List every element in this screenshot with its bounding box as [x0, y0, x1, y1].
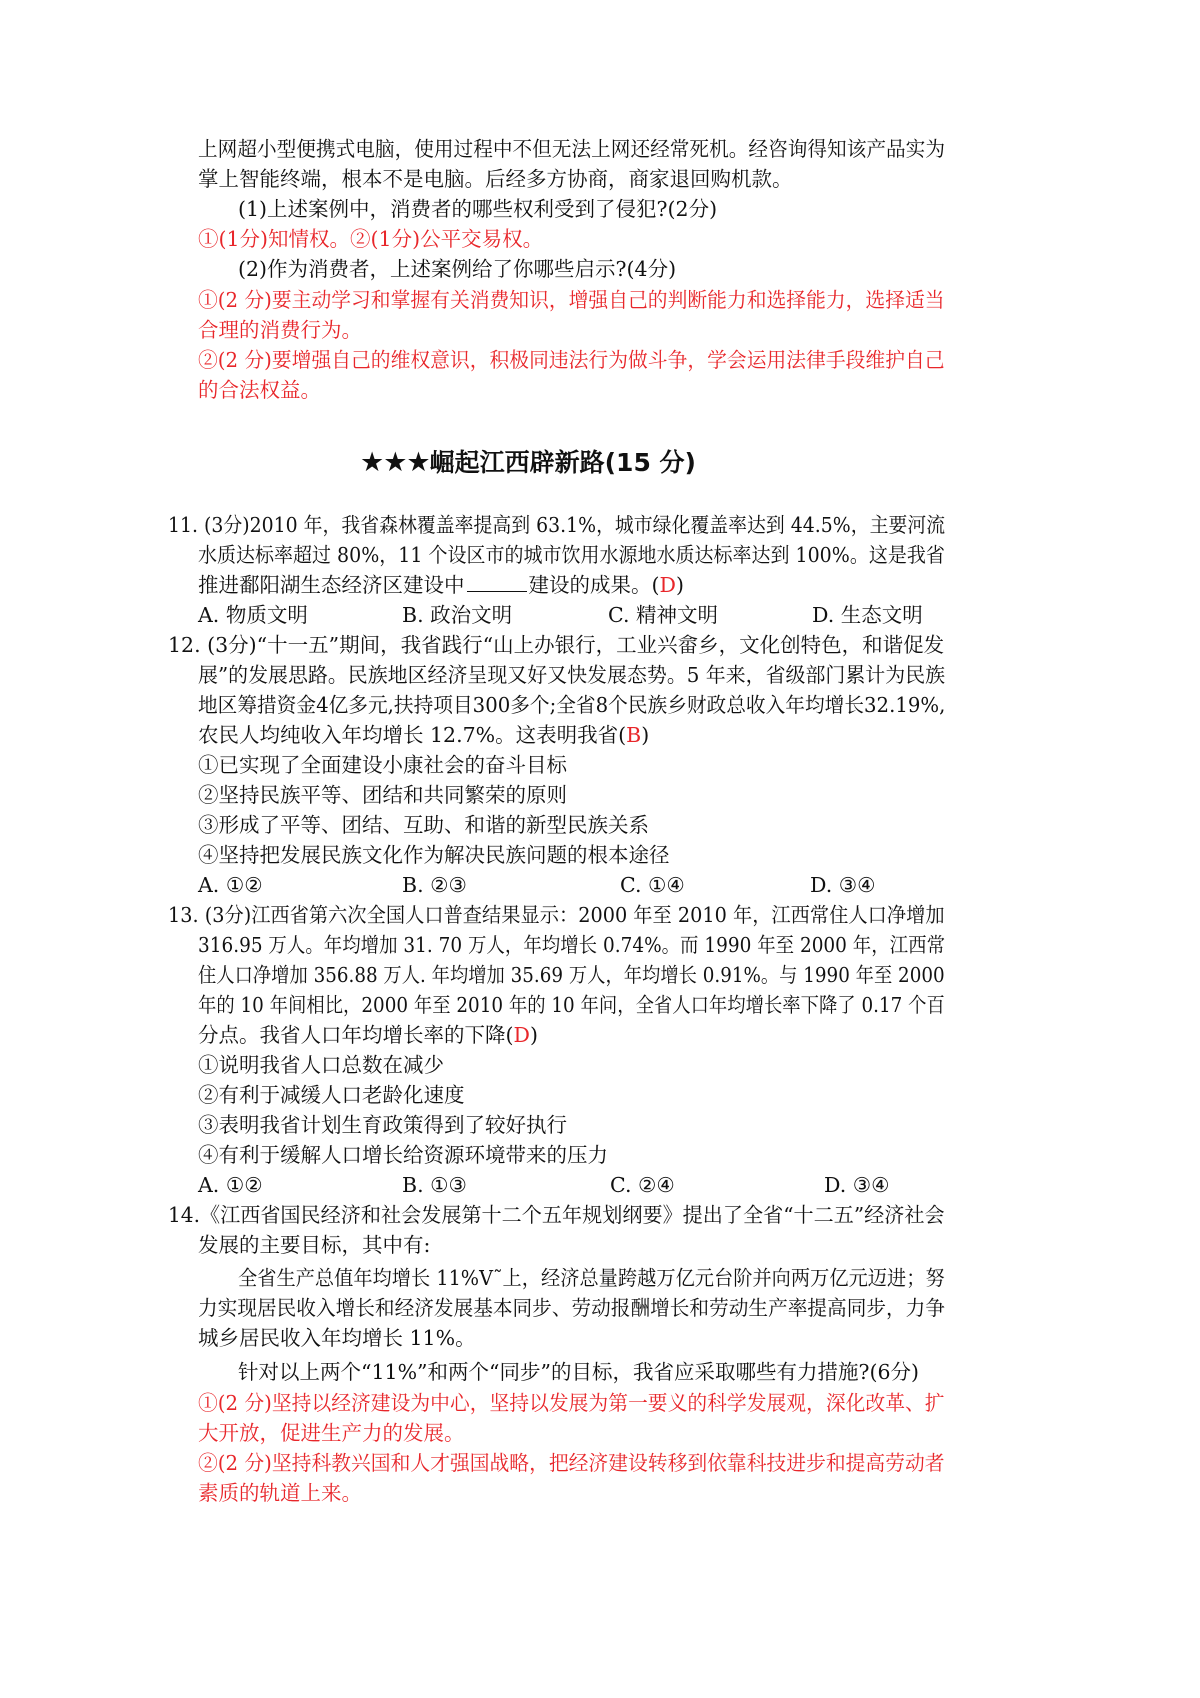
- q12-line-2: 展”的发展思路。民族地区经济呈现又好又快发展态势。5 年来，省级部门累计为民族: [198, 663, 946, 687]
- q14-para-2: 力实现居民收入增长和经济发展基本同步、劳动报酬增长和劳动生产率提高同步，力争: [198, 1296, 945, 1320]
- q14-line-2: 发展的主要目标，其中有:: [198, 1233, 431, 1257]
- intro-question-2: (2)作为消费者，上述案例给了你哪些启示?(4分): [238, 257, 677, 281]
- q12-line-3: 地区筹措资金4亿多元,扶持项目300多个;全省8个民族乡财政总收入年均增长32.19%,: [198, 693, 946, 717]
- q13-close-paren: ): [529, 1023, 538, 1047]
- section-heading: [360, 446, 840, 480]
- q11-line-2: 水质达标率超过 80%，11 个设区市的城市饮用水源地水质达标率达到 100%。这是我省: [198, 543, 945, 567]
- q11-answer: D: [659, 573, 676, 597]
- q12-item-2: ②坚持民族平等、团结和共同繁荣的原则: [198, 783, 567, 807]
- q14-para-1: 全省生产总值年均增长 11%V˜上，经济总量跨越万亿元台阶并向两万亿元迈进；努: [238, 1266, 945, 1290]
- q12-option-c: C. ①④: [620, 873, 685, 897]
- q12-line-1: 12. (3分)“十一五”期间，我省践行“山上办银行，工业兴畲乡，文化创特色，和谐促发: [168, 633, 945, 657]
- q13-line-2: 316.95 万人。年均增加 31. 70 万人，年均增长 0.74%。而 1990 年至 2000 年，江西常: [198, 933, 946, 957]
- q13-line-1: 13. (3分)江西省第六次全国人口普查结果显示：2000 年至 2010 年，江西常住人口净增加: [168, 903, 945, 927]
- q13-line-3: 住人口净增加 356.88 万人. 年均增加 35.69 万人，年均增长 0.91%。与 1990 年至 2000: [198, 963, 945, 987]
- q12-item-3: ③形成了平等、团结、互助、和谐的新型民族关系: [198, 813, 649, 837]
- q13-option-c: C. ②④: [610, 1173, 675, 1197]
- q14-answer-1-line-1: ①(2 分)坚持以经济建设为中心，坚持以发展为第一要义的科学发展观，深化改革、扩: [198, 1391, 945, 1415]
- q12-line-4: [198, 720, 649, 750]
- q11-line-1: 11. (3分)2010 年，我省森林覆盖率提高到 63.1%，城市绿化覆盖率达到 44.5%，主要河流: [168, 513, 946, 537]
- intro-line-1: 上网超小型便携式电脑，使用过程中不但无法上网还经常死机。经咨询得知该产品实为: [198, 137, 945, 161]
- q11-option-c: C. 精神文明: [608, 603, 718, 627]
- q13-options: [198, 1170, 998, 1200]
- q13-answer: D: [513, 1023, 530, 1047]
- q13-line-4: 年的 10 年间相比，2000 年至 2010 年的 10 年问，全省人口年均增长率下降了 0.17 个百: [198, 993, 945, 1017]
- q13-item-3: ③表明我省计划生育政策得到了较好执行: [198, 1113, 567, 1137]
- q12-item-4: ④坚持把发展民族文化作为解决民族问题的根本途径: [198, 843, 670, 867]
- q11-close-paren: ): [675, 573, 684, 597]
- star-icons: ★★★: [360, 447, 430, 478]
- fill-blank: [467, 571, 527, 592]
- intro-answer-1: ①(1分)知情权。②(1分)公平交易权。: [198, 227, 544, 251]
- intro-line-2: 掌上智能终端，根本不是电脑。后经多方协商，商家退回购机款。: [198, 167, 793, 191]
- q11-option-a: A. 物质文明: [198, 603, 308, 627]
- section-title: 崛起江西辟新路(15 分): [429, 448, 696, 477]
- q11-options: [198, 600, 998, 630]
- q13-option-a: A. ①②: [198, 1173, 263, 1197]
- q14-answer-1-line-2: 大开放，促进生产力的发展。: [198, 1421, 465, 1445]
- q12-close-paren: ): [641, 723, 650, 747]
- q11-stem: 推进鄱阳湖生态经济区建设中: [198, 573, 465, 597]
- q14-answer-2-line-1: ②(2 分)坚持科教兴国和人才强国战略，把经济建设转移到依靠科技进步和提高劳动者: [198, 1451, 945, 1475]
- intro-answer-2-line-3: ②(2 分)要增强自己的维权意识，积极同违法行为做斗争，学会运用法律手段维护自己: [198, 348, 945, 372]
- q13-item-1: ①说明我省人口总数在减少: [198, 1053, 444, 1077]
- q11-stem-end: 建设的成果。(: [528, 573, 660, 597]
- q12-stem: 农民人均纯收入年均增长 12.7%。这表明我省(: [198, 723, 627, 747]
- q12-answer: B: [626, 723, 642, 747]
- q11-line-3: [198, 570, 684, 600]
- q12-option-a: A. ①②: [198, 873, 263, 897]
- q13-stem: 分点。我省人口年均增长率的下降(: [198, 1023, 514, 1047]
- q13-option-b: B. ①③: [402, 1173, 467, 1197]
- q11-option-d: D. 生态文明: [812, 603, 923, 627]
- q14-para-3: 城乡居民收入年均增长 11%。: [198, 1326, 476, 1350]
- q14-question: 针对以上两个“11%”和两个“同步”的目标，我省应采取哪些有力措施?(6分): [238, 1360, 920, 1384]
- q11-option-b: B. 政治文明: [402, 603, 513, 627]
- q14-answer-2-line-2: 素质的轨道上来。: [198, 1481, 362, 1505]
- q13-item-4: ④有利于缓解人口增长给资源环境带来的压力: [198, 1143, 608, 1167]
- intro-answer-2-line-1: ①(2 分)要主动学习和掌握有关消费知识，增强自己的判断能力和选择能力，选择适当: [198, 288, 945, 312]
- intro-answer-2-line-4: 的合法权益。: [198, 378, 321, 402]
- q12-option-b: B. ②③: [402, 873, 467, 897]
- q14-line-1: 14.《江西省国民经济和社会发展第十二个五年规划纲要》提出了全省“十二五”经济社会: [168, 1203, 945, 1227]
- q13-option-d: D. ③④: [824, 1173, 890, 1197]
- q12-options: [198, 870, 998, 900]
- intro-answer-2-line-2: 合理的消费行为。: [198, 318, 362, 342]
- intro-question-1: (1)上述案例中，消费者的哪些权利受到了侵犯?(2分): [238, 197, 718, 221]
- q13-item-2: ②有利于减缓人口老龄化速度: [198, 1083, 465, 1107]
- q12-item-1: ①已实现了全面建设小康社会的奋斗目标: [198, 753, 567, 777]
- q13-line-5: [198, 1020, 538, 1050]
- q12-option-d: D. ③④: [810, 873, 876, 897]
